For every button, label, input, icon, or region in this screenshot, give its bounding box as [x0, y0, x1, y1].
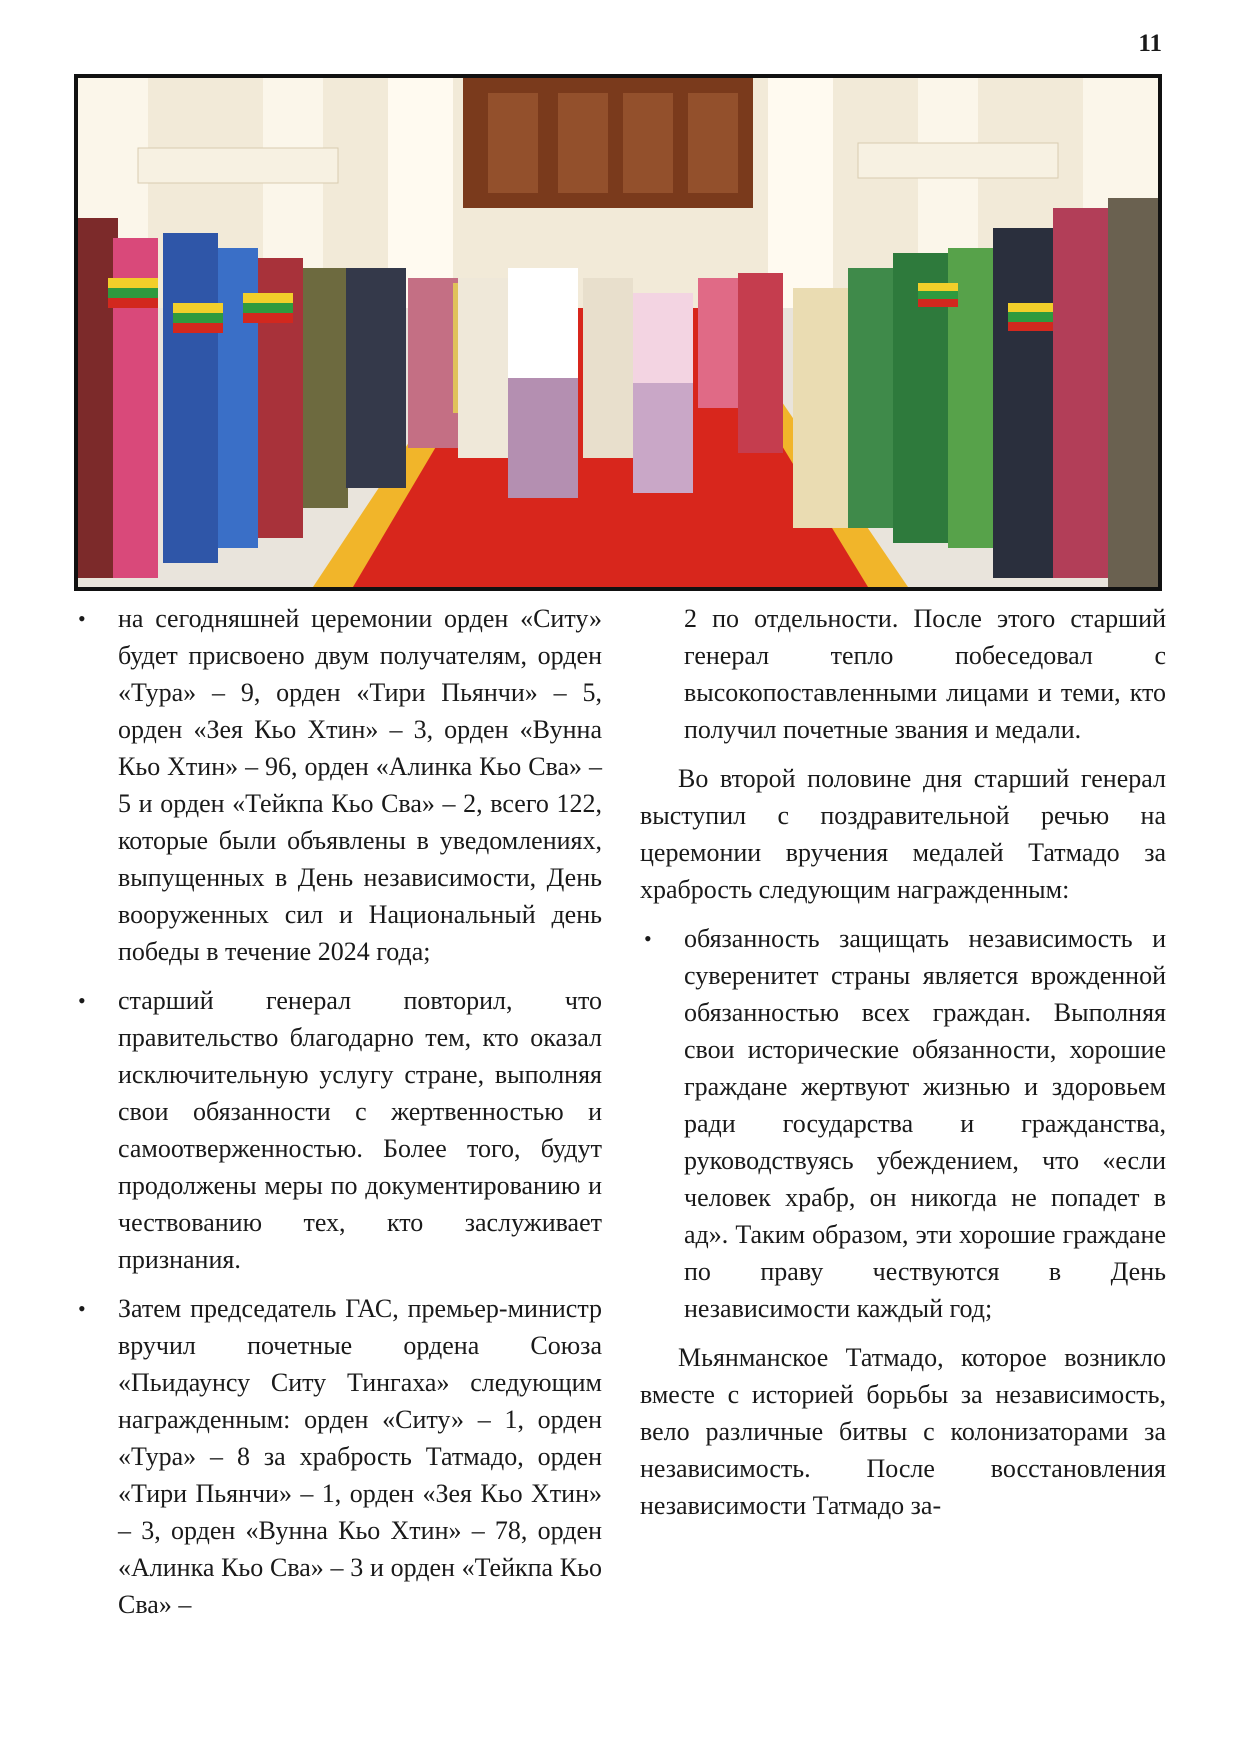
ceremony-photo [74, 74, 1162, 591]
list-item: • Затем председатель ГАС, премьер-министр вручил почетные ордена Союза «Пьидаунсу Ситу Тингаха» следующим награжденным: орден «Ситу» – 1, орден «Тура» – 8 за храбрость Татмадо, орден «Тири Пьянчи» – 1, орден «Зея Кьо Хтин» – 3, орден «Вунна Кьо Хтин» – 78, орден «Алинка Кьо Сва» – 3 и орден «Тейкпа Кьо Сва» – [74, 1290, 602, 1623]
list-item: • старший генерал повторил, что правительство благодарно тем, кто оказал исключительную услугу стране, выполняя свои обязанности с жертвенностью и самоотверженностью. Более того, будут продолжены меры по документированию и чествованию тех, кто заслуживает признания. [74, 982, 602, 1278]
ceremony-photo-illustration [78, 78, 1158, 587]
right-column [640, 600, 1166, 1536]
page-number: 11 [1138, 30, 1162, 57]
list-item: • на сегодняшней церемонии орден «Ситу» будет присвоено двум получателям, орден «Тура» – 9, орден «Тири Пьянчи» – 5, орден «Зея Кьо Хтин» – 3, орден «Вунна Кьо Хтин» – 96, орден «Алинка Кьо Сва» – 5 и орден «Тейкпа Кьо Сва» – 2, всего 122, которые были объявлены в уведомлениях, выпущенных в День независимости, День вооруженных сил и Национальный день победы в течение 2024 года; [74, 600, 602, 970]
door-panel [558, 93, 608, 193]
list-item: • обязанность защищать независимость и суверенитет страны является врожденной обязанностью всех граждан. Выполняя свои исторические обязанности, хорошие граждане жертвуют жизнью и здоровьем ради государства и гражданства, руководствуясь убеждением, что «если человек храбр, он никогда не попадет в ад». Таким образом, эти хорошие граждане по праву чествуются в День независимости каждый год; [640, 920, 1166, 1327]
right-bullet-list-continued [640, 600, 1166, 748]
balcony-left [138, 148, 338, 183]
list-item-continuation: 2 по отдельности. После этого старший генерал тепло побеседовал с высокопоставленными лицами и теми, кто получил почетные звания и медали. [684, 604, 1166, 744]
door-panel [623, 93, 673, 193]
left-column [74, 600, 602, 1635]
paragraph: Во второй половине дня старший генерал выступил с поздравительной речью на церемонии вручения медалей Татмадо за храбрость следующим награжденным: [640, 764, 1166, 904]
right-bullet-list [640, 920, 1166, 1327]
door-panel [688, 93, 738, 193]
door-panel [488, 93, 538, 193]
paragraph: Мьянманское Татмадо, которое возникло вместе с историей борьбы за независимость, вело различные битвы с колонизаторами за независимость. После восстановления независимости Татмадо за- [640, 1343, 1166, 1520]
balcony-right [858, 143, 1058, 178]
left-bullet-list [74, 600, 602, 1623]
